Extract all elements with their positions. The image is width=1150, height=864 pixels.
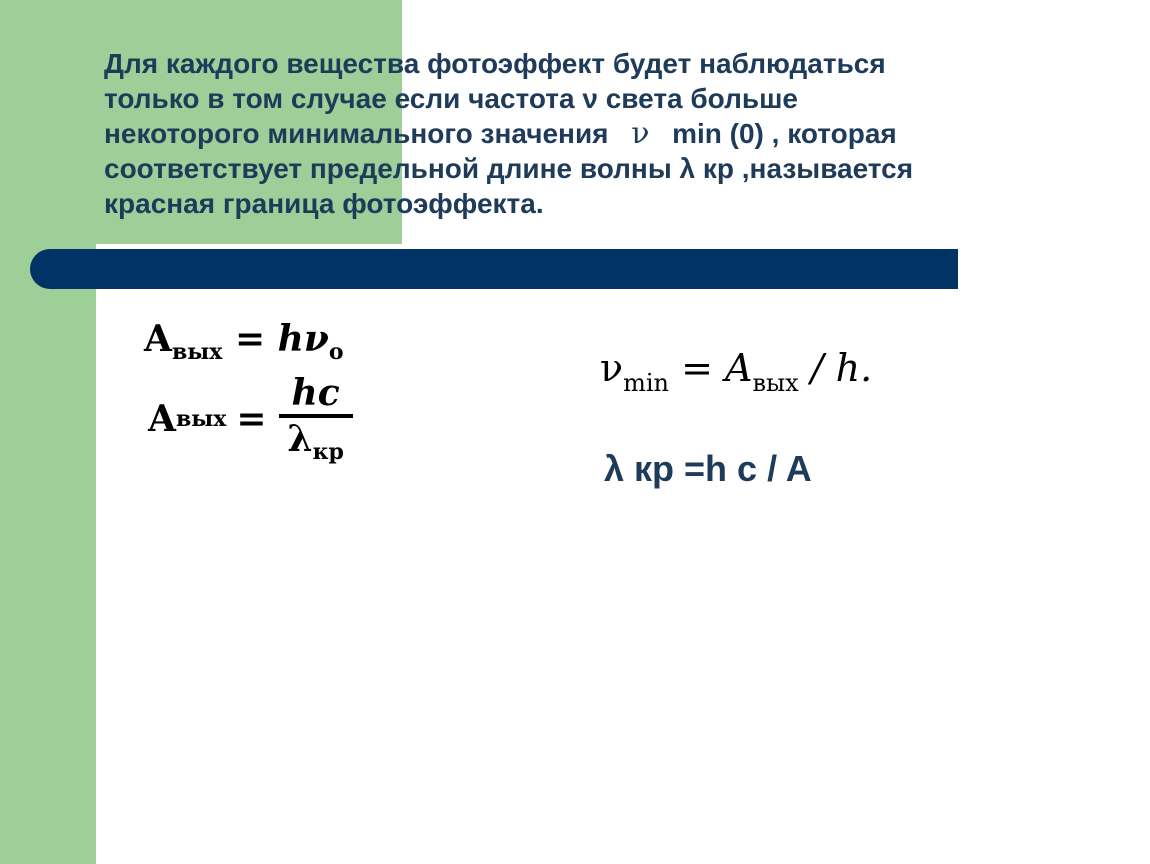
formula3-lhs-sub: min: [623, 369, 669, 397]
formula1-rhs: hν: [277, 318, 329, 360]
nu-symbol: ν: [631, 116, 650, 151]
paragraph-line-3a: некоторого минимального значения: [104, 118, 609, 149]
paragraph-line-3: [104, 116, 1064, 151]
divider-band: [30, 249, 958, 289]
formula2-den-sub: кр: [312, 439, 344, 465]
formula2-denominator: [281, 418, 350, 465]
formula3-a: A: [725, 346, 753, 390]
formula-red-limit: λ кр =h c / A: [604, 448, 812, 489]
formula-nu-min: [600, 346, 872, 397]
formula1-lhs-sub: вых: [171, 339, 223, 365]
formula3-rest: / h.: [810, 346, 873, 390]
formula-work-function-wavelength: [148, 372, 353, 465]
formula3-lhs: ν: [600, 346, 624, 390]
formula1-eq: =: [234, 318, 266, 360]
formula2-den-main: λ: [287, 418, 313, 460]
formula2-numerator: hc: [291, 372, 340, 414]
formula1-lhs: A: [144, 318, 172, 360]
formula1-rhs-sub: o: [328, 339, 344, 365]
formula3-a-sub: вых: [752, 369, 799, 397]
formula2-eq: =: [236, 397, 267, 440]
paragraph-line-3b: min (0) , которая: [672, 118, 897, 149]
formula2-fraction: [279, 372, 353, 465]
paragraph-line-2: только в том случае если частота ν света больше: [104, 83, 798, 114]
formula3-eq: =: [681, 346, 713, 390]
formula2-lhs-sub: вых: [175, 405, 227, 432]
formula2-lhs: A: [148, 397, 176, 440]
paragraph-line-5: красная граница фотоэффекта.: [104, 188, 544, 219]
paragraph-line-4: соответствует предельной длине волны λ кр ,называется: [104, 153, 914, 184]
formula-work-function-frequency: [144, 318, 344, 365]
left-green-bar: [0, 0, 96, 864]
paragraph-line-1: Для каждого вещества фотоэффект будет наблюдаться: [104, 48, 886, 79]
slide-paragraph: [104, 46, 1064, 221]
